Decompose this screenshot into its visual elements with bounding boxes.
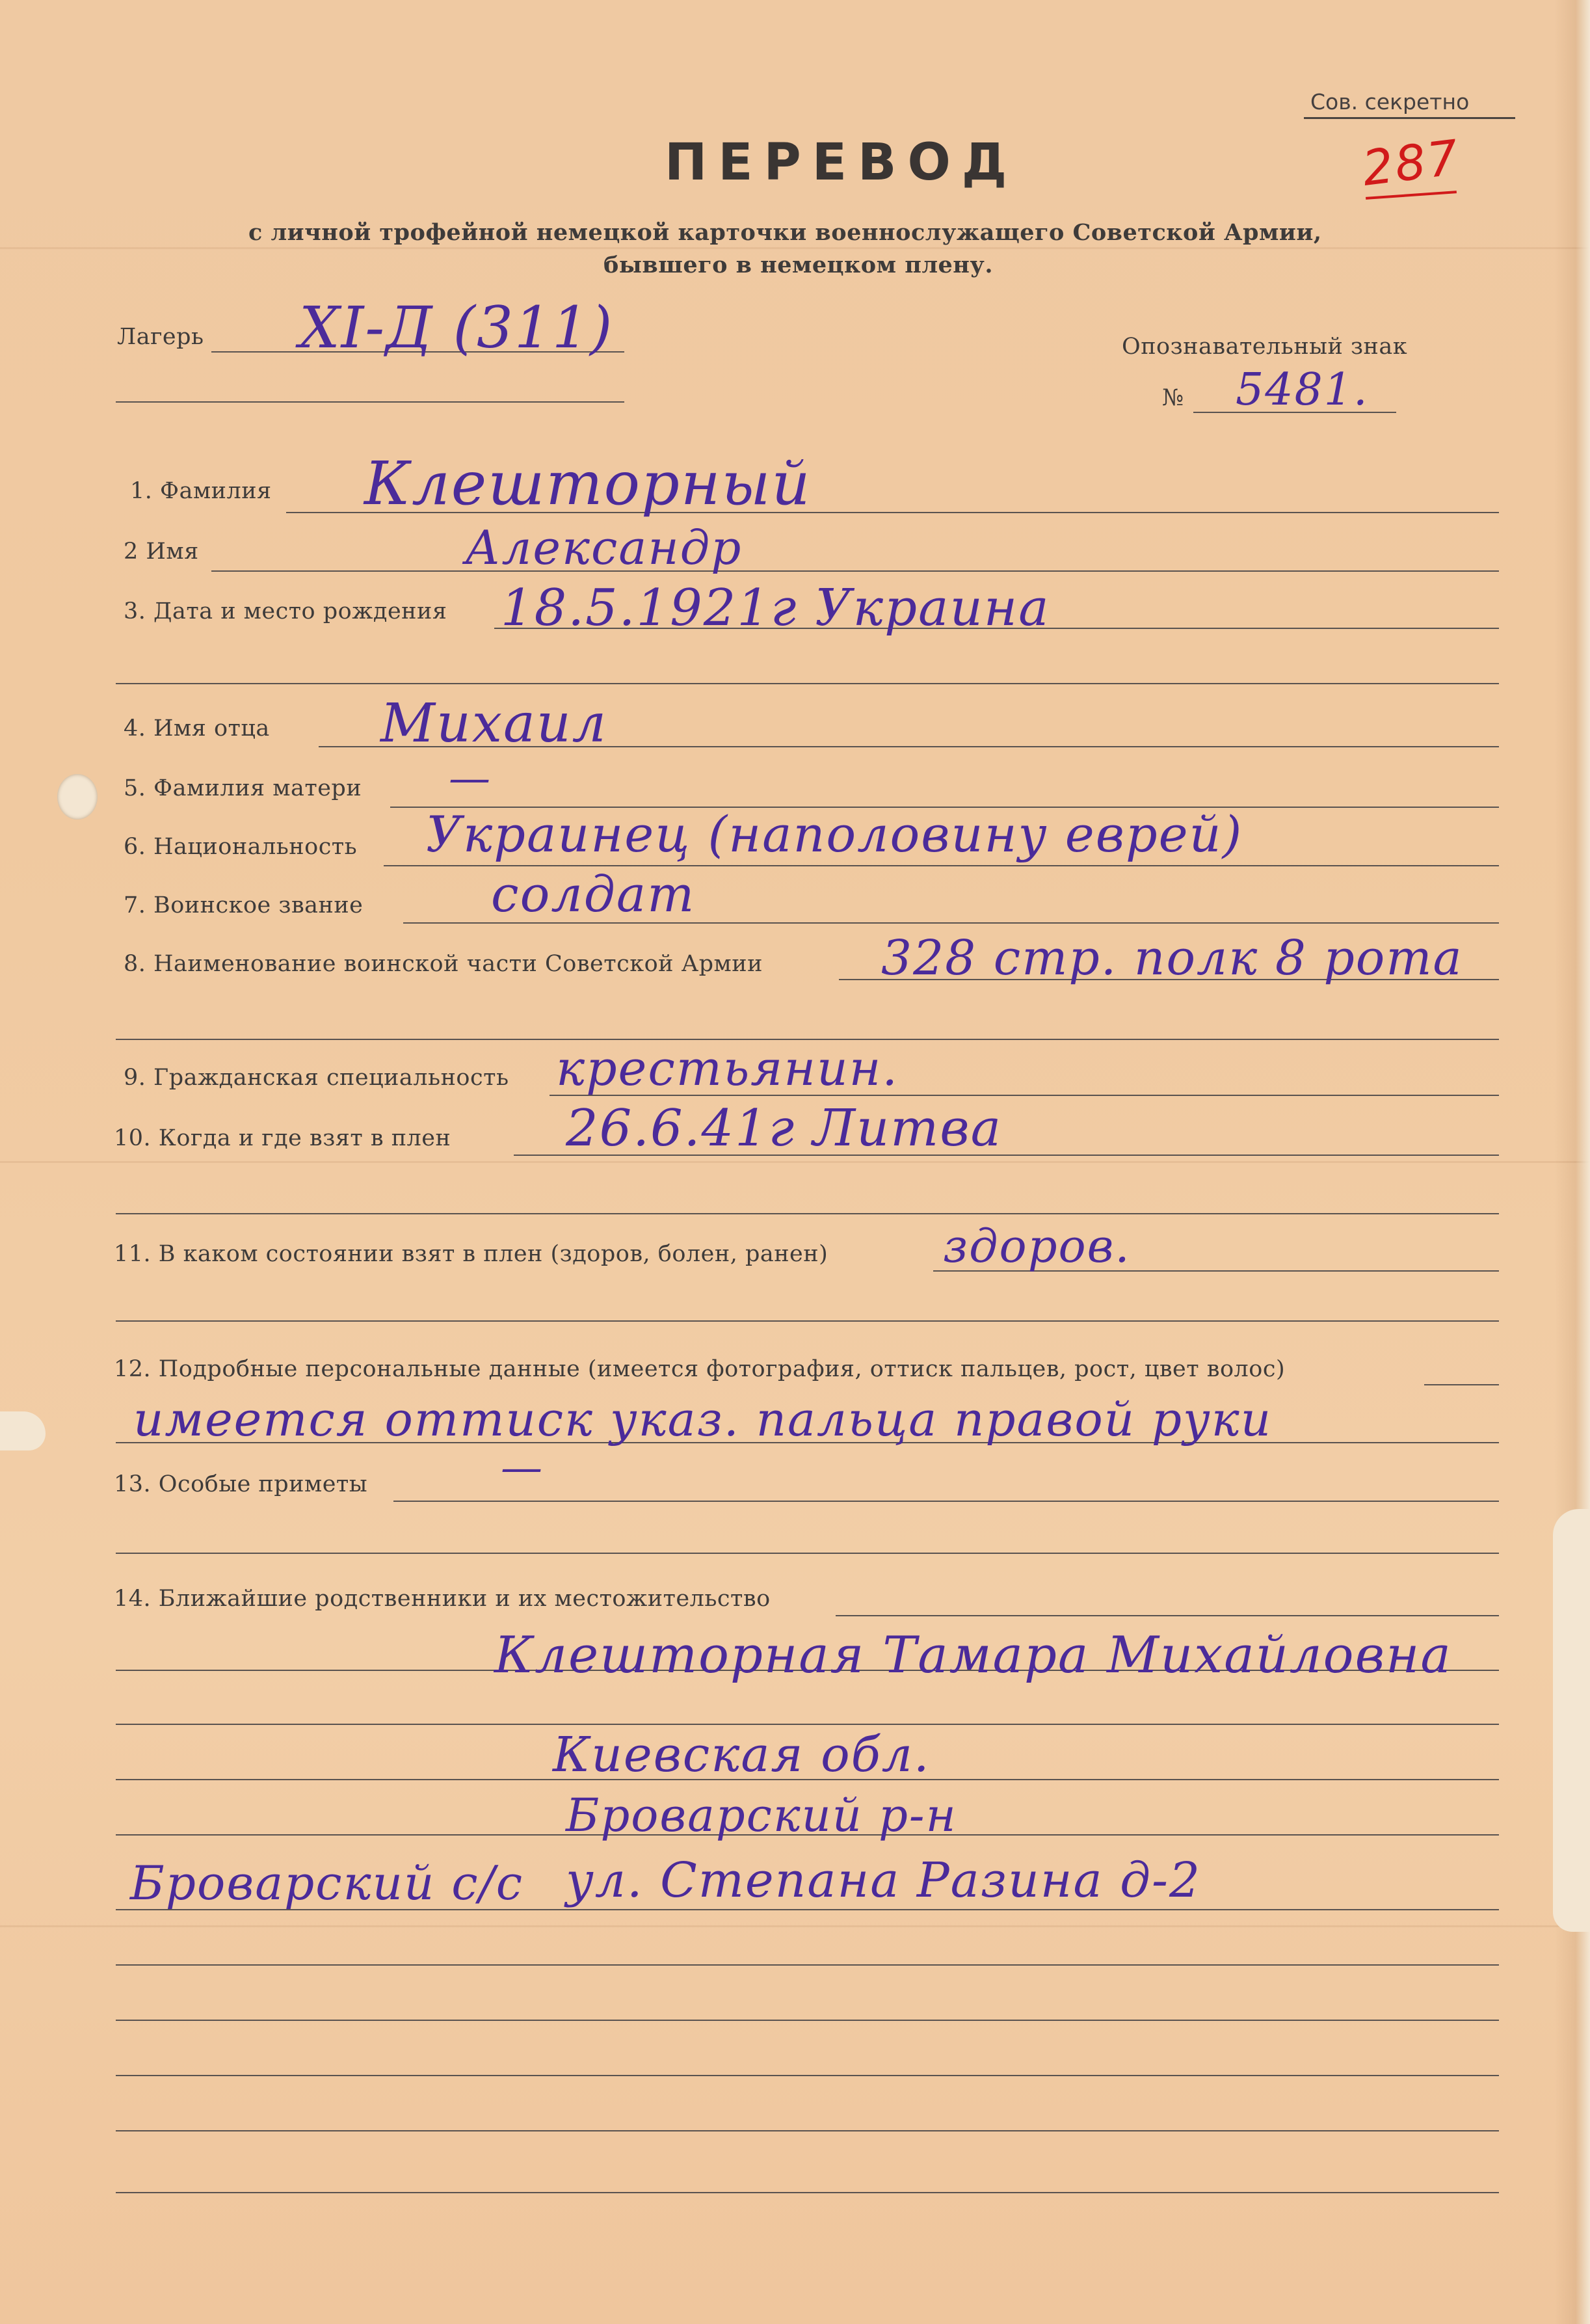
relative-address-region: Киевская обл. xyxy=(553,1727,931,1783)
field-value-rank: солдат xyxy=(491,865,696,923)
field-value-unit: 328 стр. полк 8 рота xyxy=(881,930,1463,986)
paper-fold xyxy=(0,1925,1590,1927)
field-label-personal-data: 12. Подробные персональные данные (имеется фотография, оттиск пальцев, рост, цвет волос) xyxy=(114,1356,1286,1382)
field-line-personal-data xyxy=(1424,1384,1499,1385)
field-label-relatives: 14. Ближайшие родственники и их местожительство xyxy=(114,1586,771,1612)
field-line-unit-2 xyxy=(116,1039,1499,1040)
paper-tear xyxy=(0,1411,46,1450)
field-label-mother: 5. Фамилия матери xyxy=(124,775,362,801)
field-label-name: 2 Имя xyxy=(124,539,199,565)
field-line-relatives xyxy=(836,1615,1499,1616)
subtitle-line-1: с личной трофейной немецкой карточки военнослужащего Советской Армии, xyxy=(248,219,1322,246)
field-label-father: 4. Имя отца xyxy=(124,715,270,741)
subtitle-line-2: бывшего в немецком плену. xyxy=(603,252,994,278)
tag-label: Опознавательный знак xyxy=(1122,334,1408,360)
field-line-special-marks-2 xyxy=(116,1553,1499,1554)
field-value-profession: крестьянин. xyxy=(556,1041,899,1097)
page-title: ПЕРЕВОД xyxy=(665,133,1018,192)
tag-value: 5481. xyxy=(1236,364,1369,416)
field-label-birth: 3. Дата и место рождения xyxy=(124,598,447,624)
field-line-relatives-7 xyxy=(116,1964,1499,1966)
relative-name: Клешторная Тамара Михайловна xyxy=(494,1626,1452,1685)
field-line-relatives-10 xyxy=(116,2130,1499,2131)
field-label-profession: 9. Гражданская специальность xyxy=(124,1065,509,1091)
relative-address-street: ул. Степана Разина д-2 xyxy=(566,1852,1202,1908)
field-line-relatives-3 xyxy=(116,1724,1499,1725)
field-value-name: Александр xyxy=(465,520,743,575)
field-line-relatives-11 xyxy=(116,2192,1499,2193)
field-value-father: Михаил xyxy=(380,693,607,755)
field-label-unit: 8. Наименование воинской части Советской Армии xyxy=(124,951,763,977)
field-line-birth-2 xyxy=(116,683,1499,684)
field-line-relatives-8 xyxy=(116,2020,1499,2021)
field-value-personal-data: имеется оттиск указ. пальца правой руки xyxy=(133,1392,1273,1447)
relative-address-district: Броварский р-н xyxy=(566,1789,957,1842)
field-value-nationality: Украинец (наполовину еврей) xyxy=(426,805,1243,863)
camp-label: Лагерь xyxy=(117,324,204,350)
paper-edge xyxy=(1554,0,1590,2324)
secrecy-stamp: Сов. секретно xyxy=(1310,89,1470,114)
paper-fold xyxy=(0,1161,1590,1163)
field-label-special-marks: 13. Особые приметы xyxy=(114,1471,368,1497)
field-line-condition-2 xyxy=(116,1320,1499,1322)
field-value-condition: здоров. xyxy=(943,1220,1131,1273)
relative-address-council: Броварский с/с xyxy=(130,1856,524,1910)
field-value-birth: 18.5.1921г Украина xyxy=(501,579,1050,637)
camp-value: XI-Д (311) xyxy=(299,294,614,361)
punch-hole xyxy=(57,774,98,820)
field-label-captured: 10. Когда и где взят в плен xyxy=(114,1125,451,1151)
camp-line-2 xyxy=(116,401,624,403)
document-number: 287 xyxy=(1359,129,1463,197)
field-label-condition: 11. В каком состоянии взят в плен (здоров, болен, ранен) xyxy=(114,1241,828,1267)
field-line-name xyxy=(211,570,1499,572)
field-label-nationality: 6. Национальность xyxy=(124,834,358,860)
secrecy-stamp-underline xyxy=(1304,117,1515,119)
field-line-captured-2 xyxy=(116,1213,1499,1214)
field-value-surname: Клешторный xyxy=(364,449,812,518)
field-value-special-marks: — xyxy=(501,1444,544,1492)
field-value-captured: 26.6.41г Литва xyxy=(566,1099,1003,1158)
field-line-special-marks xyxy=(393,1501,1499,1502)
field-line-relatives-9 xyxy=(116,2075,1499,2076)
field-label-surname: 1. Фамилия xyxy=(130,478,272,504)
field-label-rank: 7. Воинское звание xyxy=(124,892,364,918)
tag-number-sign: № xyxy=(1162,385,1184,411)
paper-fold xyxy=(0,247,1590,249)
paper-tear xyxy=(1553,1509,1590,1932)
field-value-mother: — xyxy=(449,755,492,803)
